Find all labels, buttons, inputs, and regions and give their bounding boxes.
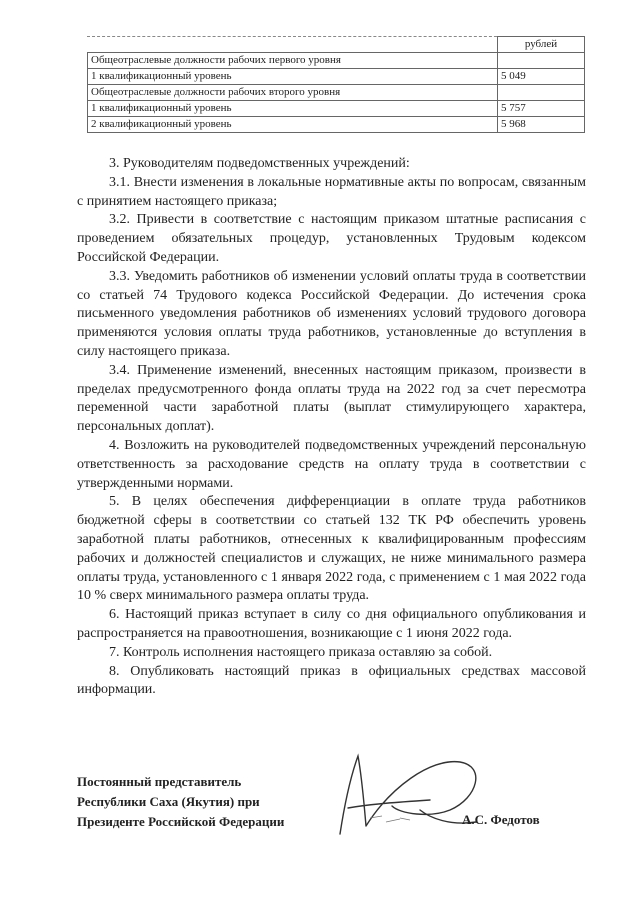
signer-title-line: Республики Саха (Якутия) при xyxy=(77,794,260,809)
table-row xyxy=(88,53,585,69)
table-unit-cell: рублей xyxy=(498,37,585,53)
paragraph-3-3: 3.3. Уведомить работников об изменении условий оплаты труда в соответствии со статьей 74 Трудового кодекса Российской Федерации. До истечения срока письменного уведомления работников об изменениях условий трудового договора применяются условия оплаты труда работников, установленные до вступления в силу настоящего приказа. xyxy=(77,268,586,359)
table-row xyxy=(88,85,585,101)
paragraph-5: 5. В целях обеспечения дифференциации в оплате труда работников бюджетной сферы в соответствии со статьей 132 ТК РФ обеспечить уровень заработной платы работников, отнесенных к квалифицированным профессиям рабочих и должностей специалистов и служащих, не ниже минимального размера оплаты труда, установленного с 1 января 2022 года, с применением с 1 мая 2022 года 10 % сверх минимального размера оплаты труда. xyxy=(77,494,586,604)
table-row-value xyxy=(498,85,585,101)
signer-title-line: Постоянный представитель xyxy=(77,774,242,789)
paragraph-8: 8. Опубликовать настоящий приказ в официальных средствах массовой информации. xyxy=(77,663,586,698)
paragraph-3: 3. Руководителям подведомственных учреждений: xyxy=(109,156,410,171)
paragraph-4: 4. Возложить на руководителей подведомственных учреждений персональную ответственность за расходование средств на оплату труда в соответствии с утвержденными нормами. xyxy=(77,437,586,491)
signer-title-line: Президенте Российской Федерации xyxy=(77,814,285,829)
table-cell-empty xyxy=(88,37,498,53)
table-row-label: 1 квалификационный уровень xyxy=(88,101,498,117)
table-header-row xyxy=(88,37,585,53)
paragraph-6: 6. Настоящий приказ вступает в силу со дня официального опубликования и распространяется на правоотношения, возникающие с 1 июня 2022 года. xyxy=(77,607,586,641)
paragraph-7: 7. Контроль исполнения настоящего приказа оставляю за собой. xyxy=(109,644,493,660)
order-body xyxy=(77,155,586,700)
table-row-value xyxy=(498,53,585,69)
table-row xyxy=(88,69,585,85)
paragraph-3-1: 3.1. Внести изменения в локальные нормативные акты по вопросам, связанным с принятием настоящего приказа; xyxy=(77,174,586,209)
table-row xyxy=(88,117,585,133)
paragraph-3-2: 3.2. Привести в соответствие с настоящим приказом штатные расписания с проведением обязательных процедур, установленных Трудовым кодексом Российской Федерации. xyxy=(77,212,586,265)
signer-name: А.С. Федотов xyxy=(462,812,540,827)
signer-title xyxy=(77,772,327,832)
table-row xyxy=(88,101,585,117)
paragraph-3-4: 3.4. Применение изменений, внесенных настоящим приказом, произвести в пределах предусмотренного фонда оплаты труда на 2022 год за счет пересмотра переменной части заработной платы (выплат стимулирующего характера, персональных доплат). xyxy=(77,362,586,435)
table-row-label: 1 квалификационный уровень xyxy=(88,69,498,85)
salary-table xyxy=(87,36,585,133)
table-row-value: 5 968 xyxy=(498,117,585,133)
table-row-value: 5 757 xyxy=(498,101,585,117)
table-row-label: 2 квалификационный уровень xyxy=(88,117,498,133)
table-row-label: Общеотраслевые должности рабочих второго уровня xyxy=(88,85,498,101)
table-row-label: Общеотраслевые должности рабочих первого уровня xyxy=(88,53,498,69)
table-row-value: 5 049 xyxy=(498,69,585,85)
